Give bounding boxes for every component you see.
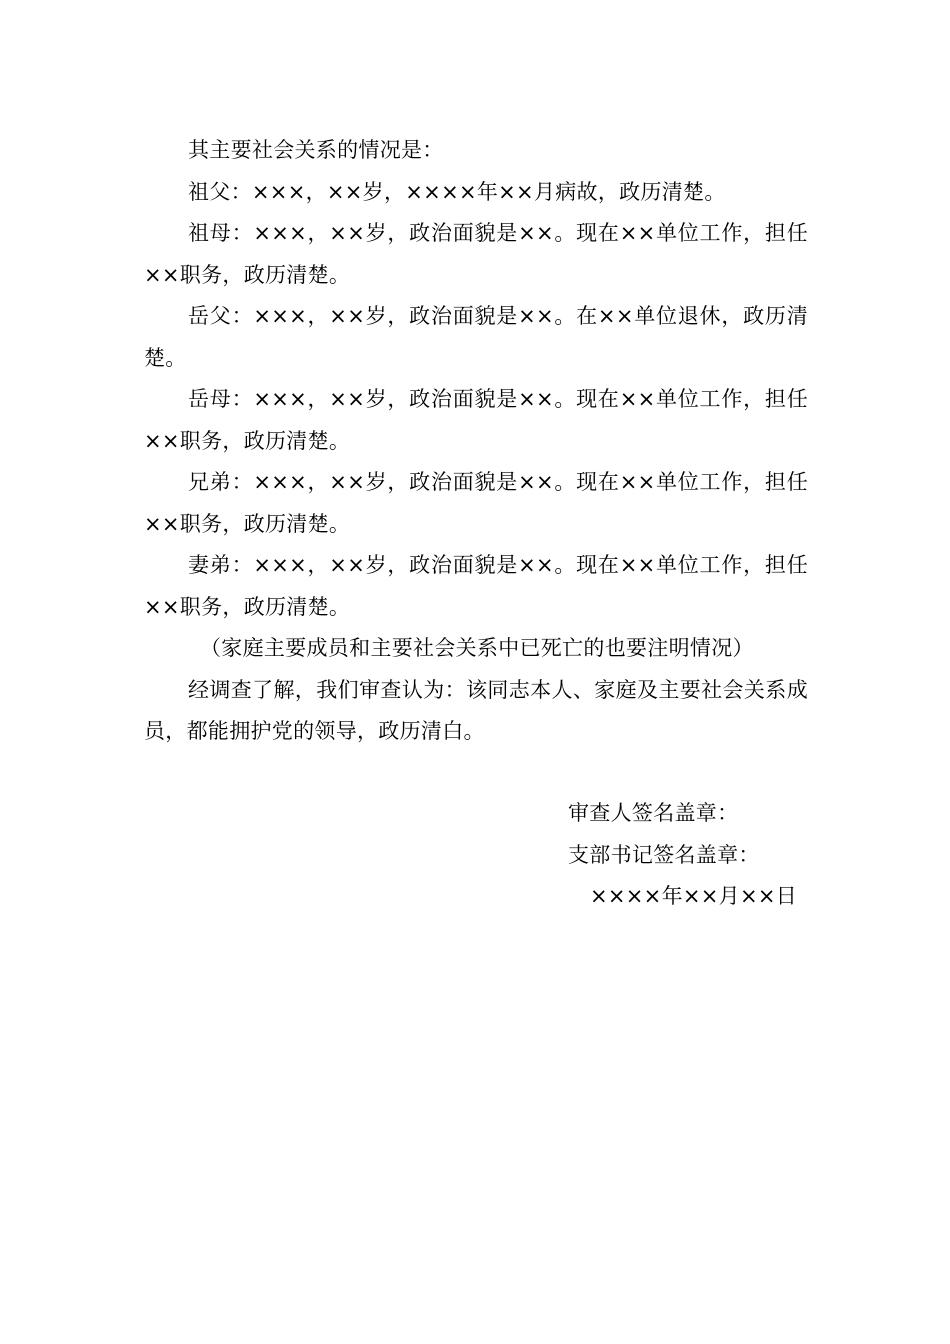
intro-paragraph: 其主要社会关系的情况是： <box>188 138 444 162</box>
reviewer-signature-label: 审查人签名盖章： <box>568 801 739 825</box>
relation-grandmother: 祖母：×××，××岁，政治面貌是××。现在××单位工作，担任××职务，政历清楚。 <box>144 221 808 287</box>
relation-brother: 兄弟：×××，××岁，政治面貌是××。现在××单位工作，担任××职务，政历清楚。 <box>144 470 808 536</box>
relation-brother-in-law: 妻弟：×××，××岁，政治面貌是××。现在××单位工作，担任××职务，政历清楚。 <box>144 553 808 619</box>
signature-date: ××××年××月××日 <box>590 884 798 908</box>
secretary-signature-label: 支部书记签名盖章： <box>568 842 760 867</box>
document-body <box>144 130 808 753</box>
signature-block <box>568 793 828 918</box>
relation-father-in-law: 岳父：×××，××岁，政治面貌是××。在××单位退休，政历清楚。 <box>144 304 808 370</box>
relation-grandfather: 祖父：×××，××岁，××××年××月病故，政历清楚。 <box>188 179 726 204</box>
note-paragraph: （家庭主要成员和主要社会关系中已死亡的也要注明情况） <box>200 636 754 660</box>
relation-mother-in-law: 岳母：×××，××岁，政治面貌是××。现在××单位工作，担任××职务，政历清楚。 <box>144 387 808 453</box>
conclusion-paragraph: 经调查了解，我们审查认为：该同志本人、家庭及主要社会关系成员，都能拥护党的领导，政历清白。 <box>144 677 808 743</box>
